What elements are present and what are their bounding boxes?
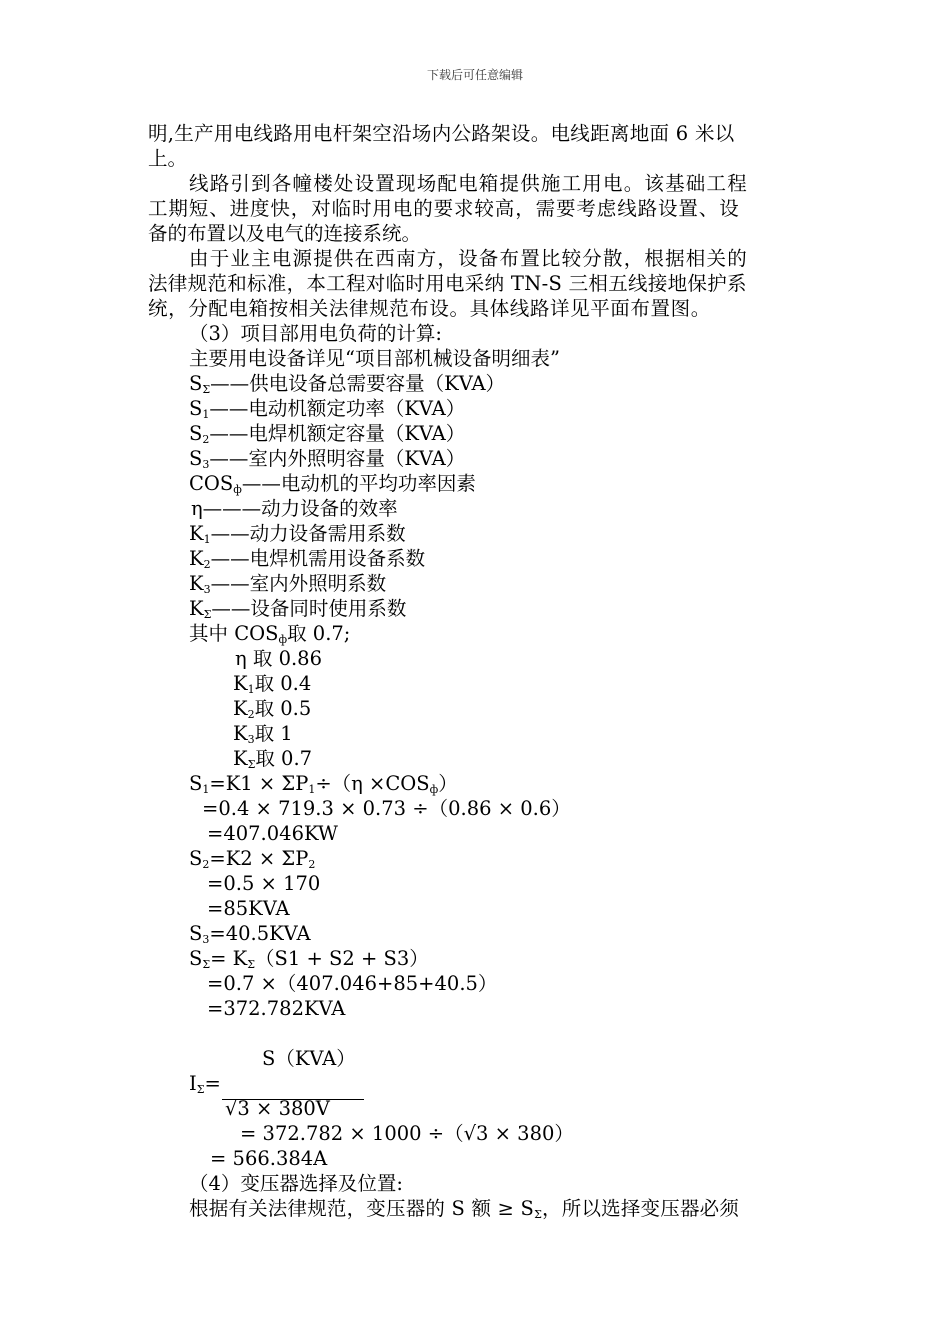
paragraph-line: 明,生产用电线路用电杆架空沿场内公路架设。电线距离地面 6 米以 bbox=[148, 122, 735, 145]
subscript: ф bbox=[233, 483, 242, 496]
subscript: 1 bbox=[247, 683, 255, 696]
text-run: （S1 + S2 + S3） bbox=[255, 947, 429, 970]
definition-line bbox=[189, 471, 476, 496]
sqrt-icon: √3 bbox=[225, 1097, 250, 1120]
text-run: 根据有关法律规范，变压器的 S 额 ≥ S bbox=[189, 1197, 535, 1220]
formula-line: =85KVA bbox=[207, 897, 290, 920]
subscript: Σ bbox=[534, 1208, 543, 1221]
text-run: ÷（η ×COS bbox=[315, 772, 430, 795]
sqrt-icon: √ bbox=[463, 1122, 477, 1145]
paragraph-line bbox=[189, 1196, 739, 1221]
definition-line bbox=[189, 571, 386, 596]
paragraph-line: 上。 bbox=[148, 147, 188, 170]
definition-line: η———动力设备的效率 bbox=[191, 497, 398, 520]
text-run: S bbox=[189, 772, 203, 795]
formula-line: =0.5 × 170 bbox=[207, 872, 321, 895]
text-run: × 380V bbox=[249, 1097, 330, 1120]
text-run: ——供电设备总需要容量（KVA） bbox=[210, 372, 506, 395]
formula-line: =407.046KW bbox=[207, 822, 338, 845]
text-run: K bbox=[189, 522, 204, 545]
subscript: ф bbox=[278, 633, 288, 646]
paragraph-line: 法律规范和标准，本工程对临时用电采纳 TN-S 三相五线接地保护系 bbox=[148, 272, 747, 295]
paragraph-line: 备的布置以及电气的连接系统。 bbox=[148, 222, 422, 245]
text-run: =K1 × ΣP bbox=[209, 772, 309, 795]
paragraph-line: 主要用电设备详见“项目部机械设备明细表” bbox=[189, 347, 560, 370]
text-run: = K bbox=[210, 947, 248, 970]
subscript: Σ bbox=[202, 383, 211, 396]
text-run: ——室内外照明容量（KVA） bbox=[209, 447, 466, 470]
definition-line bbox=[189, 421, 465, 446]
text-run: 取 0.7 bbox=[255, 747, 313, 770]
text-run: I bbox=[189, 1072, 197, 1095]
text-run: S bbox=[189, 397, 203, 420]
formula-line bbox=[189, 846, 315, 871]
text-run: ——室内外照明系数 bbox=[210, 572, 387, 595]
text-run: ） bbox=[438, 772, 458, 795]
text-run: ，所以选择变压器必须 bbox=[542, 1197, 740, 1220]
text-run: 取 0.4 bbox=[254, 672, 312, 695]
text-run: =40.5KVA bbox=[209, 922, 311, 945]
fraction-numerator: S（KVA） bbox=[262, 1047, 356, 1070]
formula-line bbox=[189, 946, 429, 971]
text-run: K bbox=[233, 747, 248, 770]
text-run: K bbox=[189, 597, 204, 620]
definition-line bbox=[189, 396, 465, 421]
paragraph-line: 线路引到各幢楼处设置现场配电箱提供施工用电。该基础工程 bbox=[189, 172, 748, 195]
parameter-line bbox=[189, 621, 350, 646]
definition-line bbox=[189, 371, 505, 396]
formula-line bbox=[189, 921, 311, 946]
text-run: = bbox=[204, 1072, 221, 1095]
subscript: 2 bbox=[247, 708, 255, 721]
fraction-denominator bbox=[225, 1096, 330, 1121]
formula-line: =0.4 × 719.3 × 0.73 ÷（0.86 × 0.6） bbox=[202, 797, 571, 820]
text-run: S bbox=[189, 922, 203, 945]
subscript: 2 bbox=[202, 858, 210, 871]
text-run: K bbox=[189, 547, 204, 570]
text-run: ——动力设备需用系数 bbox=[210, 522, 406, 545]
page-header: 下载后可任意编辑 bbox=[426, 68, 523, 82]
subscript: Σ bbox=[196, 1083, 205, 1096]
text-run: ——电焊机需用设备系数 bbox=[210, 547, 426, 570]
text-run: COS bbox=[189, 472, 234, 495]
text-run: S bbox=[189, 847, 203, 870]
definition-line bbox=[189, 546, 425, 571]
text-run: 取 0.5 bbox=[254, 697, 312, 720]
text-run: =K2 × ΣP bbox=[209, 847, 309, 870]
subscript: 1 bbox=[202, 783, 210, 796]
subscript: Σ bbox=[202, 958, 211, 971]
subscript: Σ bbox=[247, 958, 256, 971]
subscript: 2 bbox=[203, 558, 211, 571]
text-run: S bbox=[189, 372, 203, 395]
section-heading: （4）变压器选择及位置: bbox=[189, 1172, 403, 1195]
paragraph-line: 由于业主电源提供在西南方，设备布置比较分散，根据相关的 bbox=[189, 247, 748, 270]
text-run: 3 × 380） bbox=[476, 1122, 574, 1145]
paragraph-line: 统，分配电箱按相关法律规范布设。具体线路详见平面布置图。 bbox=[148, 297, 711, 320]
subscript: 3 bbox=[202, 933, 210, 946]
formula-line: =0.7 ×（407.046+85+40.5） bbox=[207, 972, 498, 995]
subscript: 2 bbox=[308, 858, 316, 871]
text-run: 取 1 bbox=[254, 722, 293, 745]
formula-line: =372.782KVA bbox=[207, 997, 346, 1020]
text-run: = 372.782 × 1000 ÷（ bbox=[240, 1122, 464, 1145]
text-run: K bbox=[233, 722, 248, 745]
text-run: ——电动机的平均功率因素 bbox=[241, 472, 476, 495]
text-run: K bbox=[233, 697, 248, 720]
paragraph-line: 工期短、进度快，对临时用电的要求较高，需要考虑线路设置、设 bbox=[148, 197, 740, 220]
subscript: 1 bbox=[203, 533, 211, 546]
subscript: 3 bbox=[202, 458, 210, 471]
parameter-line bbox=[233, 721, 293, 746]
parameter-line bbox=[233, 671, 311, 696]
subscript: Σ bbox=[247, 758, 256, 771]
definition-line bbox=[189, 521, 406, 546]
formula-line bbox=[240, 1121, 574, 1146]
subscript: ф bbox=[429, 783, 439, 796]
text-run: S bbox=[189, 422, 203, 445]
subscript: Σ bbox=[203, 608, 212, 621]
subscript: 1 bbox=[308, 783, 316, 796]
formula-line bbox=[189, 771, 458, 796]
subscript: 3 bbox=[203, 583, 211, 596]
section-heading: （3）项目部用电负荷的计算: bbox=[189, 322, 442, 345]
formula-line: = 566.384A bbox=[210, 1147, 328, 1170]
parameter-line: η 取 0.86 bbox=[235, 647, 322, 670]
definition-line bbox=[189, 596, 406, 621]
parameter-line bbox=[233, 696, 311, 721]
text-run: ——电动机额定功率（KVA） bbox=[209, 397, 466, 420]
subscript: 2 bbox=[202, 433, 210, 446]
subscript: 3 bbox=[247, 733, 255, 746]
text-run: 取 0.7; bbox=[287, 622, 351, 645]
text-run: S bbox=[189, 447, 203, 470]
text-run: ——电焊机额定容量（KVA） bbox=[209, 422, 466, 445]
text-run: ——设备同时使用系数 bbox=[211, 597, 407, 620]
text-run: K bbox=[233, 672, 248, 695]
text-run: K bbox=[189, 572, 204, 595]
parameter-line bbox=[233, 746, 312, 771]
formula-line bbox=[189, 1071, 221, 1096]
text-run: 其中 COS bbox=[189, 622, 279, 645]
definition-line bbox=[189, 446, 465, 471]
subscript: 1 bbox=[202, 408, 210, 421]
text-run: S bbox=[189, 947, 203, 970]
